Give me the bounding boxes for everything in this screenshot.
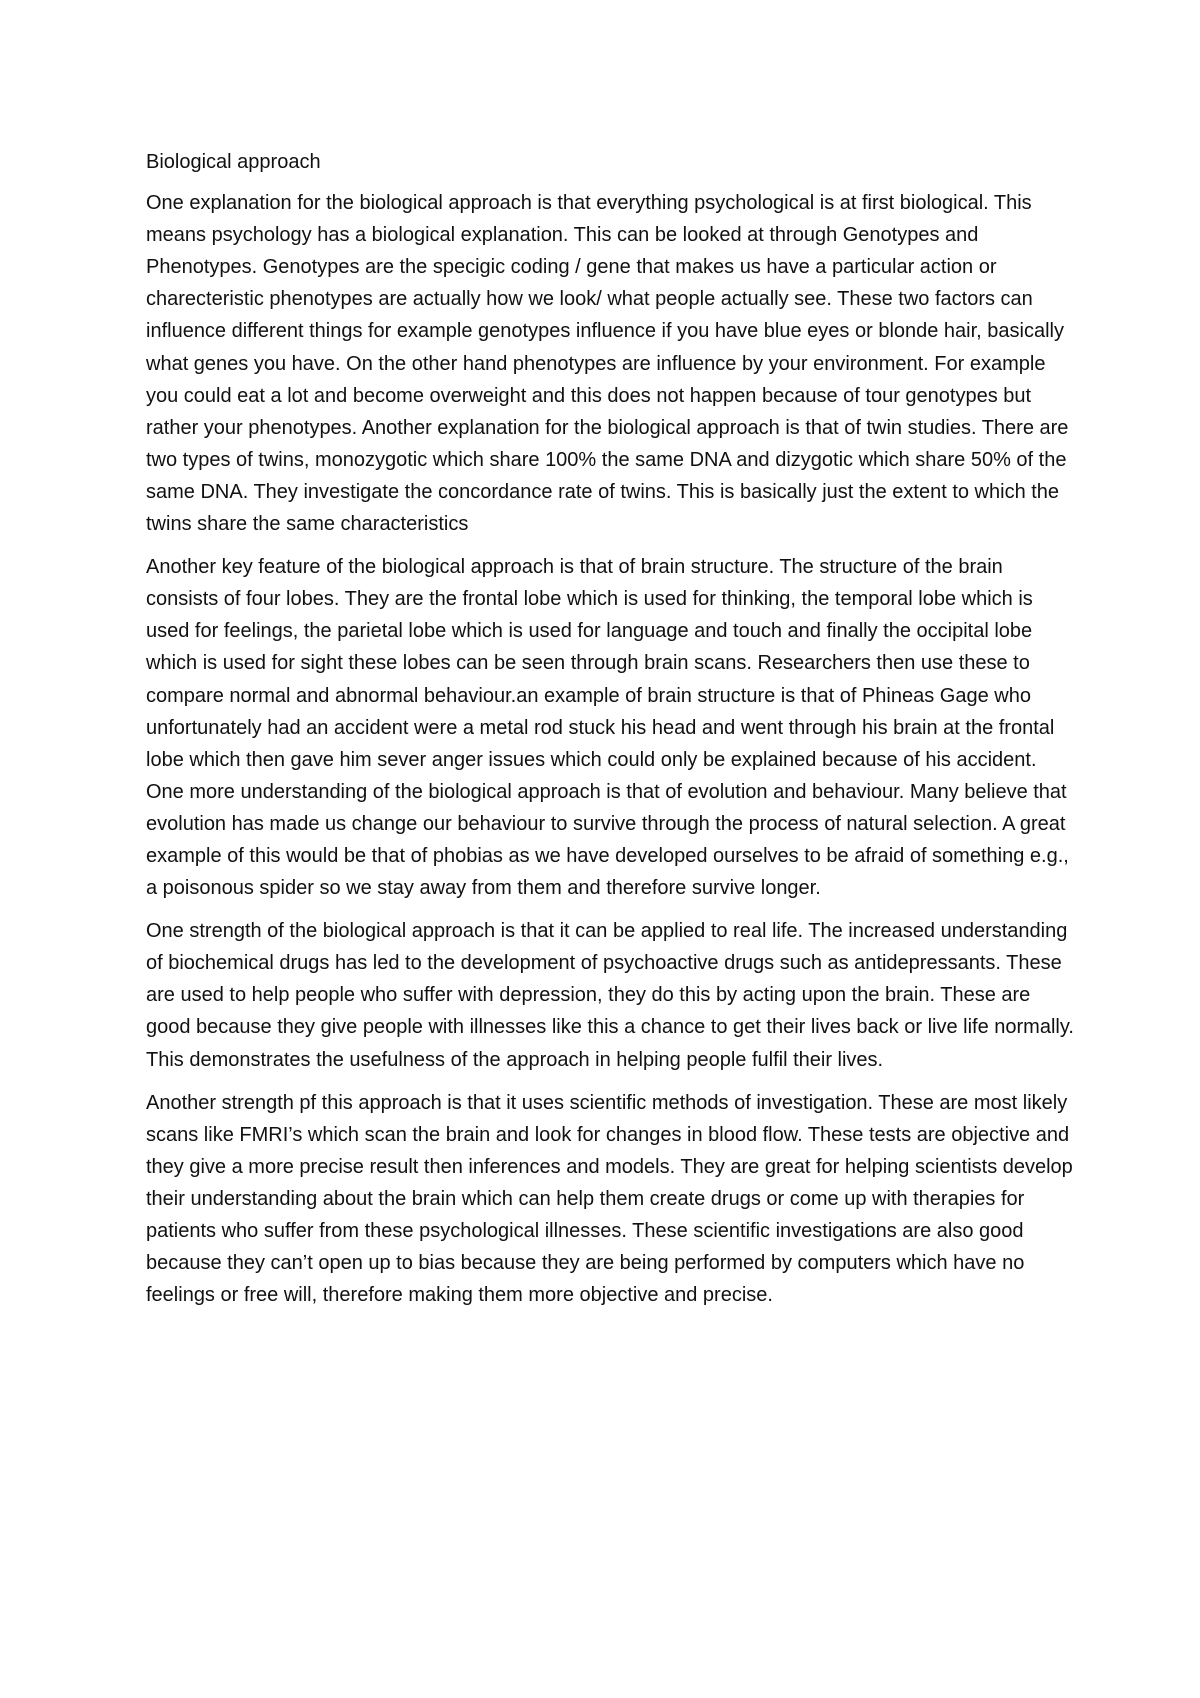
paragraph-strength-scientific-methods: Another strength pf this approach is that it uses scientific methods of investigation. These are most likely scans like FMRI’s which scan the brain and look for changes in blood flow. These tests are objective and they give a more precise result then inferences and models. They are great for helping scientists develop their understanding about the brain which can help them create drugs or come up with therapies for patients who suffer from these psychological illnesses. These scientific investigations are also good because they can’t open up to bias because they are being performed by computers which have no feelings or free will, therefore making them more objective and precise. — [146, 1091, 1073, 1307]
paragraph-genotypes-and-twin-studies: One explanation for the biological approach is that everything psychological is at first biological. This means psychology has a biological explanation. This can be looked at through Genotypes and Phenotypes. Genotypes are the specigic coding / gene that makes us have a particular action or charecteristic phenotypes are actually how we look/ what people actually see. These two factors can influence different things for example genotypes influence if you have blue eyes or blonde hair, basically what genes you have. On the other hand phenotypes are influence by your environment. For example you could eat a lot and become overweight and this does not happen because of tour genotypes but rather your phenotypes. Another explanation for the biological approach is that of twin studies. There are two types of twins, monozygotic which share 100% the same DNA and dizygotic which share 50% of the same DNA. They investigate the concordance rate of twins. This is basically just the extent to which the twins share the same characteristics — [146, 192, 1069, 536]
paragraph-brain-structure-and-evolution: Another key feature of the biological approach is that of brain structure. The structure of the brain consists of four lobes. They are the frontal lobe which is used for thinking, the temporal lobe which is used for feelings, the parietal lobe which is used for language and touch and finally the occipital lobe which is used for sight these lobes can be seen through brain scans. Researchers then use these to compare normal and abnormal behaviour.an example of brain structure is that of Phineas Gage who unfortunately had an accident were a metal rod stuck his head and went through his brain at the frontal lobe which then gave him sever anger issues which could only be explained because of his accident. One more understanding of the biological approach is that of evolution and behaviour. Many believe that evolution has made us change our behaviour to survive through the process of natural selection. A great example of this would be that of phobias as we have developed ourselves to be afraid of something e.g., a poisonous spider so we stay away from them and therefore survive longer. — [146, 556, 1069, 900]
document-title: Biological approach — [146, 151, 321, 173]
paragraph-strength-real-life: One strength of the biological approach is that it can be applied to real life. The increased understanding of biochemical drugs has led to the development of psychoactive drugs such as antidepressants. These are used to help people who suffer with depression, they do this by acting upon the brain. These are good because they give people with illnesses like this a chance to get their lives back or live life normally. This demonstrates the usefulness of the approach in helping people fulfil their lives. — [146, 920, 1074, 1071]
document-body — [146, 146, 1076, 1322]
